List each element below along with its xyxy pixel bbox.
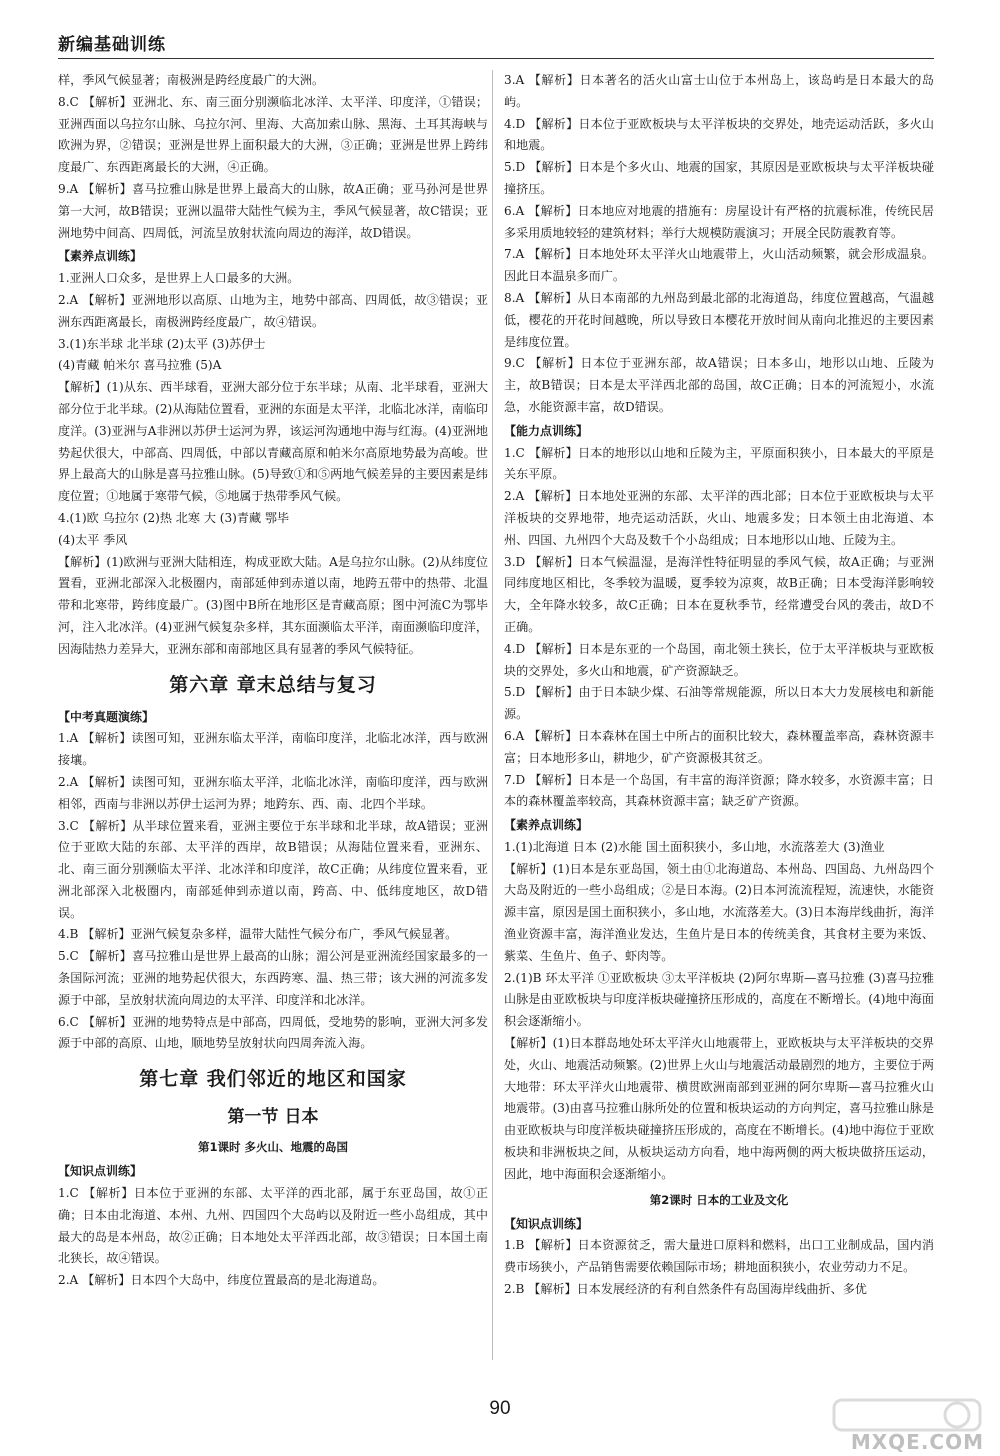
watermark-url: MXQE.COM [850, 1430, 984, 1454]
paragraph: 样，季风气候显著；南极洲是跨经度最广的大洲。 [58, 73, 325, 87]
paragraph: 2.A 【解析】读图可知，亚洲东临太平洋，北临北冰洋，南临印度洋，西与欧洲相邻，西南与非洲以苏伊士运河为界；地跨东、西、南、北四个半球。 [58, 774, 488, 811]
paragraph: 1.亚洲人口众多，是世界上人口最多的大洲。 [58, 271, 300, 286]
paragraph: 3.A 【解析】日本著名的活火山富士山位于本州岛上，该岛屿是日本最大的岛屿。 [504, 73, 934, 109]
section-label: 【能力点训练】 [504, 423, 589, 438]
paragraph: 6.A 【解析】日本森林在国土中所占的面积比较大，森林覆盖率高，森林资源丰富；日本地形多山，耕地少，矿产资源极其贫乏。 [504, 728, 934, 765]
paragraph: 4.D 【解析】日本是东亚的一个岛国，南北领土狭长，位于太平洋板块与亚欧板块的交界处，多火山和地震，矿产资源缺乏。 [504, 641, 934, 678]
paragraph: 【解析】(1)欧洲与亚洲大陆相连，构成亚欧大陆。A是乌拉尔山脉。(2)从纬度位置看，亚洲北部深入北极圈内，南部延伸到赤道以南，地跨五带中的热带、北温带和北寒带，跨纬度最广。(3)图中B所在地形区是青藏高原；图中河流C为鄂毕河，注入北冰洋。(4)亚洲气候复杂多样，其东面濒临太平洋，南面濒临印度洋，因海陆热力差异大，亚洲东部和南部地区具有显著的季风气候特征。 [58, 554, 488, 656]
paragraph: 3.D 【解析】日本气候温湿，是海洋性特征明显的季风气候，故A正确；与亚洲同纬度地区相比，冬季较为温暖，夏季较为凉爽，故B正确；日本受海洋影响较大，全年降水较多，故C正确；日本在夏秋季节，经常遭受台风的袭击，故D不正确。 [504, 554, 934, 634]
paragraph: 【解析】(1)从东、西半球看，亚洲大部分位于东半球；从南、北半球看，亚洲大部分位于北半球。(2)从海陆位置看，亚洲的东面是太平洋，北临北冰洋，南临印度洋。(3)亚洲与A非洲以苏伊士运河为界，该运河沟通地中海与红海。(4)亚洲地势起伏很大，中部高、四周低，中部以青藏高原和帕米尔高原地势最为高峻。世界上最高大的山脉是喜马拉雅山脉。(5)导致①和⑤两地气候差异的主要因素是纬度位置；①地属于寒带气候，⑤地属于热带季风气候。 [58, 380, 488, 504]
paragraph: 7.A 【解析】日本地处环太平洋火山地震带上，火山活动频繁，就会形成温泉。因此日本温泉多而广。 [504, 247, 934, 284]
section-label: 【中考真题演练】 [58, 709, 155, 724]
section-title: 第一节 日本 [227, 1107, 319, 1128]
paragraph: 7.D 【解析】日本是一个岛国，有丰富的海洋资源；降水较多，水资源丰富；日本的森林覆盖率较高，其森林资源丰富；缺乏矿产资源。 [504, 772, 934, 809]
paragraph: 9.C 【解析】日本位于亚洲东部，故A错误；日本多山，地形以山地、丘陵为主，故B错误；日本是太平洋西北部的岛国，故C正确；日本的河流短小，水流急，水能资源丰富，故D错误。 [504, 356, 934, 414]
paragraph: 6.C 【解析】亚洲的地势特点是中部高，四周低，受地势的影响，亚洲大河多发源于中部的高原、山地，顺地势呈放射状向四周奔流入海。 [58, 1014, 488, 1051]
paragraph: 5.C 【解析】喜马拉雅山是世界上最高的山脉；湄公河是亚洲流经国家最多的一条国际河流；亚洲的地势起伏很大，东西跨寒、温、热三带；该大洲的河流多发源于中部，呈放射状流向周边的太平洋、印度洋和北冰洋。 [58, 949, 488, 1007]
book-header-title: 新编基础训练 [58, 35, 166, 55]
right-column [504, 70, 934, 1360]
paragraph: 2.A 【解析】日本四个大岛中，纬度位置最高的是北海道岛。 [58, 1273, 385, 1288]
section-label: 【知识点训练】 [504, 1216, 589, 1231]
chapter-title: 第六章 章末总结与复习 [169, 673, 377, 696]
left-column [58, 70, 488, 1360]
paragraph: 【解析】(1)日本群岛地处环太平洋火山地震带上，亚欧板块与太平洋板块的交界处，火山、地震活动频繁。(2)世界上火山与地震活动最剧烈的地方，主要位于两大地带：环太平洋火山地震带、横贯欧洲南部到亚洲的阿尔卑斯—喜马拉雅火山地震带。(3)由喜马拉雅山脉所处的位置和板块运动的方向判定，喜马拉雅山脉是由亚欧板块与印度洋板块碰撞挤压形成的，高度在不断增长。(4)地中海位于亚欧板块和非洲板块之间，从板块运动方向看，地中海两侧的两大板块做挤压运动，因此，地中海面积会逐渐缩小。 [504, 1036, 934, 1181]
paragraph: 1.C 【解析】日本位于亚洲的东部、太平洋的西北部，属于东亚岛国，故①正确；日本由北海道、本州、九州、四国四个大岛屿以及附近一些小岛组成，其中最大的岛是本州岛，故②正确；日本地处太平洋西北部，故③错误；日本国土南北狭长，故④错误。 [58, 1186, 488, 1266]
lesson-title: 第1课时 多火山、地震的岛国 [197, 1140, 348, 1155]
paragraph: 4.B 【解析】亚洲气候复杂多样，温带大陆性气候分布广，季风气候显著。 [58, 927, 458, 942]
paragraph: 1.A 【解析】读图可知，亚洲东临太平洋，南临印度洋，北临北冰洋，西与欧洲接壤。 [58, 731, 488, 768]
paragraph: 2.(1)B 环太平洋 ①亚欧板块 ③太平洋板块 (2)阿尔卑斯—喜马拉雅 (3)喜马拉雅山脉是由亚欧板块与印度洋板块碰撞挤压形成的，高度在不断增长。(4)地中海面积会逐渐缩小。 [504, 970, 934, 1029]
paragraph: 1.B 【解析】日本资源贫乏，需大量进口原料和燃料，出口工业制成品，国内消费市场狭小，产品销售需要依赖国际市场；耕地面积狭小，农业劳动力不足。 [504, 1238, 934, 1275]
paragraph: 【解析】(1)日本是东亚岛国，领土由①北海道岛、本州岛、四国岛、九州岛四个大岛及附近的一些小岛组成；②是日本海。(2)日本河流流程短，流速快，水能资源丰富，原因是国土面积狭小，多山地，水流落差大。(3)日本海岸线曲折，海洋渔业资源丰富，海洋渔业发达，生鱼片是日本的传统美食，其食材主要为来饭、紫菜、生鱼片、鱼子、虾肉等。 [504, 861, 934, 963]
paragraph: 1.(1)北海道 日本 (2)水能 国土面积狭小，多山地，水流落差大 (3)渔业 [504, 839, 885, 854]
paragraph: 2.B 【解析】日本发展经济的有利自然条件有岛国海岸线曲折、多优 [504, 1282, 867, 1297]
paragraph: 4.D 【解析】日本位于亚欧板块与太平洋板块的交界处，地壳运动活跃，多火山和地震。 [504, 116, 934, 153]
section-label: 【素养点训练】 [504, 818, 589, 833]
paragraph: (4)太平 季风 [58, 532, 128, 547]
paragraph: 4.(1)欧 乌拉尔 (2)热 北寒 大 (3)青藏 鄂毕 [58, 510, 290, 525]
paragraph: 6.A 【解析】日本地应对地震的措施有：房屋设计有严格的抗震标准，传统民居多采用质地较轻的建筑材料；举行大规模防震演习；开展全民防震教育等。 [504, 203, 934, 240]
column-divider [492, 70, 493, 1360]
paragraph: 5.D 【解析】日本是个多火山、地震的国家，其原因是亚欧板块与太平洋板块碰撞挤压。 [504, 160, 934, 196]
page-number: 90 [489, 1398, 511, 1419]
header-rule [58, 58, 934, 59]
section-label: 【素养点训练】 [58, 249, 143, 264]
paragraph: 1.C 【解析】日本的地形以山地和丘陵为主，平原面积狭小，日本最大的平原是关东平原。 [504, 445, 934, 482]
paragraph: 5.D 【解析】由于日本缺少煤、石油等常规能源，所以日本大力发展核电和新能源。 [504, 685, 934, 722]
paragraph: 8.C 【解析】亚洲北、东、南三面分别濒临北冰洋、太平洋、印度洋，①错误；亚洲西面以乌拉尔山脉、乌拉尔河、里海、大高加索山脉、黑海、土耳其海峡与欧洲为界，②错误；亚洲是世界上面积最大的大洲，③正确；亚洲是世界上跨纬度最广、东西距离最长的大洲，④正确。 [58, 94, 488, 175]
paragraph: 8.A 【解析】从日本南部的九州岛到最北部的北海道岛，纬度位置越高，气温越低，樱花的开花时间越晚，所以导致日本樱花开放时间从南向北推迟的主要因素是纬度位置。 [504, 290, 934, 349]
paragraph: 2.A 【解析】日本地处亚洲的东部、太平洋的西北部；日本位于亚欧板块与太平洋板块的交界地带，地壳运动活跃，火山、地震多发；日本领土由北海道、本州、四国、九州四个大岛及数千个小岛组成；日本地形以山地、丘陵为主。 [504, 489, 934, 547]
chapter-title: 第七章 我们邻近的地区和国家 [139, 1068, 407, 1091]
paragraph: 3.C 【解析】从半球位置来看，亚洲主要位于东半球和北半球，故A错误；亚洲位于亚欧大陆的东部、太平洋的西岸，故B错误；从海陆位置来看，亚洲东、北、南三面分别濒临太平洋、北冰洋和印度洋，故C正确；从纬度位置来看，亚洲北部深入北极圈内，南部延伸到赤道以南，跨高、中、低纬度地区，故D错误。 [58, 818, 488, 920]
lesson-title: 第2课时 日本的工业及文化 [649, 1192, 789, 1207]
paragraph: 9.A 【解析】喜马拉雅山脉是世界上最高大的山脉，故A正确；亚马孙河是世界第一大河，故B错误；亚洲以温带大陆性气候为主，季风气候显著，故C错误；亚洲地势中间高、四周低，河流呈放射状流向周边的海洋，故D错误。 [58, 181, 488, 240]
paragraph: 3.(1)东半球 北半球 (2)太平 (3)苏伊士 [58, 336, 266, 351]
paragraph: 2.A 【解析】亚洲地形以高原、山地为主，地势中部高、四周低，故③错误；亚洲东西距离最长，南极洲跨经度最广，故④错误。 [58, 292, 488, 329]
paragraph: (4)青藏 帕米尔 喜马拉雅 (5)A [58, 358, 222, 373]
section-label: 【知识点训练】 [58, 1164, 143, 1179]
